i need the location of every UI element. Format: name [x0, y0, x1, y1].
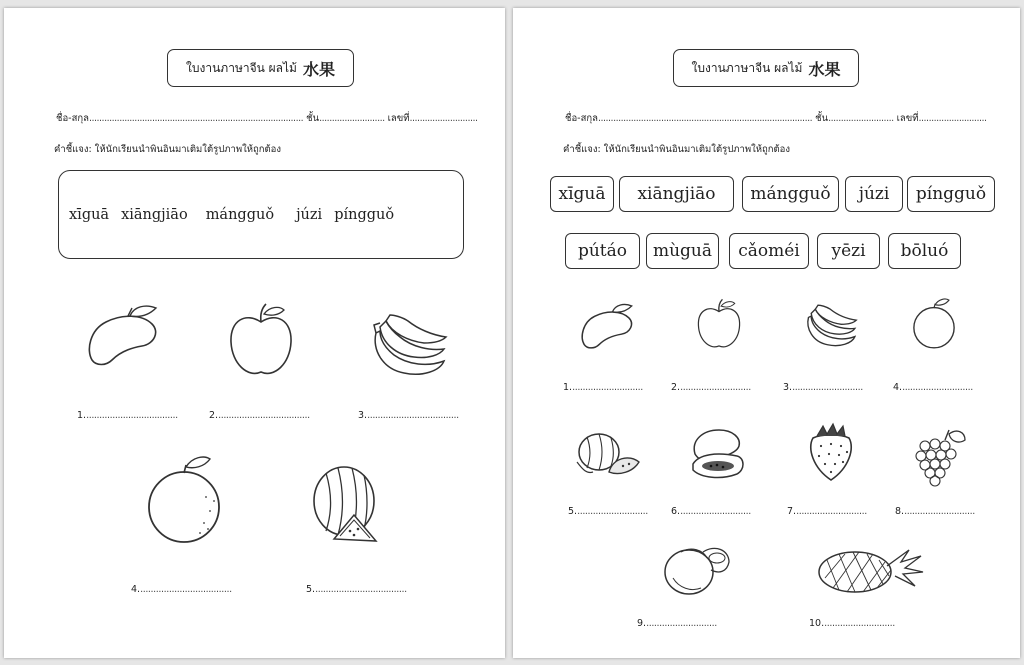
- instruction-text: คำชี้แจง: ให้นักเรียนนำพินอินมาเติมใต้รูปภาพให้ถูกต้อง: [563, 144, 791, 155]
- coconut-icon: [661, 538, 733, 600]
- pinyin-chip: píngguǒ: [907, 176, 995, 212]
- word-bank-item: píngguǒ: [334, 206, 395, 223]
- number-field[interactable]: ...........................: [409, 113, 478, 124]
- worksheet-title: [673, 49, 859, 87]
- number-field[interactable]: ...........................: [918, 113, 987, 124]
- pineapple-icon: [815, 530, 925, 598]
- pinyin-chip: cǎoméi: [729, 233, 809, 269]
- pinyin-chip: mùguā: [646, 233, 719, 269]
- instruction-text: คำชี้แจง: ให้นักเรียนนำพินอินมาเติมใต้รูปภาพให้ถูกต้อง: [54, 144, 282, 155]
- class-label: ชั้น: [306, 113, 320, 124]
- answer-blank[interactable]: 8............................: [895, 506, 975, 517]
- word-bank-item: xiāngjiāo: [121, 206, 188, 223]
- papaya-icon: [685, 424, 747, 480]
- pinyin-chip: pútáo: [565, 233, 640, 269]
- item-number: 3.: [783, 382, 793, 393]
- item-number: 1.: [563, 382, 573, 393]
- answer-blank[interactable]: 1....................................: [77, 410, 178, 421]
- item-number: 5.: [306, 584, 316, 595]
- answer-blank[interactable]: 2....................................: [209, 410, 310, 421]
- class-label: ชั้น: [815, 113, 829, 124]
- watermelon-icon: [573, 428, 643, 478]
- banana-icon: [803, 303, 859, 351]
- answer-blank[interactable]: 2............................: [671, 382, 751, 393]
- word-bank: [58, 170, 464, 259]
- item-number: 8.: [895, 506, 905, 517]
- name-field[interactable]: .....................................................................................: [88, 113, 304, 124]
- item-number: 1.: [77, 410, 87, 421]
- pinyin-chip: bōluó: [888, 233, 961, 269]
- watermelon-icon: [306, 463, 386, 558]
- title-chinese: 水果: [808, 59, 841, 79]
- answer-blank[interactable]: 7............................: [787, 506, 867, 517]
- orange-icon: [911, 296, 957, 352]
- item-number: 2.: [671, 382, 681, 393]
- worksheet-page-right: [513, 8, 1020, 658]
- name-label: ชื่อ-สกุล: [565, 113, 598, 124]
- answer-blank[interactable]: 5....................................: [306, 584, 407, 595]
- answer-blank[interactable]: 6............................: [671, 506, 751, 517]
- item-number: 6.: [671, 506, 681, 517]
- item-number: 5.: [568, 506, 578, 517]
- number-label: เลขที่: [896, 113, 919, 124]
- worksheet-page-left: [4, 8, 505, 658]
- answer-blank[interactable]: 4....................................: [131, 584, 232, 595]
- worksheet-title: [167, 49, 354, 87]
- answer-blank[interactable]: 9............................: [637, 618, 717, 629]
- orange-icon: [144, 453, 224, 548]
- class-field[interactable]: ..........................: [319, 113, 385, 124]
- student-info-line: [56, 111, 478, 126]
- word-bank-item: júzi: [296, 206, 323, 223]
- item-number: 4.: [131, 584, 141, 595]
- class-field[interactable]: ..........................: [828, 113, 894, 124]
- item-number: 4.: [893, 382, 903, 393]
- apple-icon: [695, 296, 743, 352]
- title-thai: ใบงานภาษาจีน ผลไม้: [186, 60, 297, 75]
- item-number: 2.: [209, 410, 219, 421]
- answer-blank[interactable]: 3....................................: [358, 410, 459, 421]
- banana-icon: [368, 313, 450, 381]
- answer-blank[interactable]: 1............................: [563, 382, 643, 393]
- pinyin-chip: mángguǒ: [742, 176, 839, 212]
- mango-icon: [578, 300, 638, 352]
- title-chinese: 水果: [302, 59, 335, 79]
- item-number: 3.: [358, 410, 368, 421]
- number-label: เลขที่: [387, 113, 410, 124]
- answer-blank[interactable]: 10............................: [809, 618, 895, 629]
- grapes-icon: [911, 426, 969, 488]
- pinyin-chip: yēzi: [817, 233, 880, 269]
- name-label: ชื่อ-สกุล: [56, 113, 89, 124]
- word-bank-item: xīguā: [69, 206, 110, 223]
- pinyin-chip: júzi: [845, 176, 903, 212]
- mango-icon: [84, 300, 164, 370]
- item-number: 10.: [809, 618, 825, 629]
- strawberry-icon: [803, 422, 859, 484]
- apple-icon: [226, 300, 296, 380]
- answer-blank[interactable]: 5............................: [568, 506, 648, 517]
- word-bank-item: mángguǒ: [205, 206, 275, 223]
- student-info-line: [565, 111, 990, 126]
- item-number: 7.: [787, 506, 797, 517]
- name-field[interactable]: .....................................................................................: [597, 113, 813, 124]
- answer-blank[interactable]: 3............................: [783, 382, 863, 393]
- item-number: 9.: [637, 618, 647, 629]
- pinyin-chip: xīguā: [550, 176, 614, 212]
- pinyin-chip: xiāngjiāo: [619, 176, 734, 212]
- title-thai: ใบงานภาษาจีน ผลไม้: [691, 60, 803, 75]
- answer-blank[interactable]: 4............................: [893, 382, 973, 393]
